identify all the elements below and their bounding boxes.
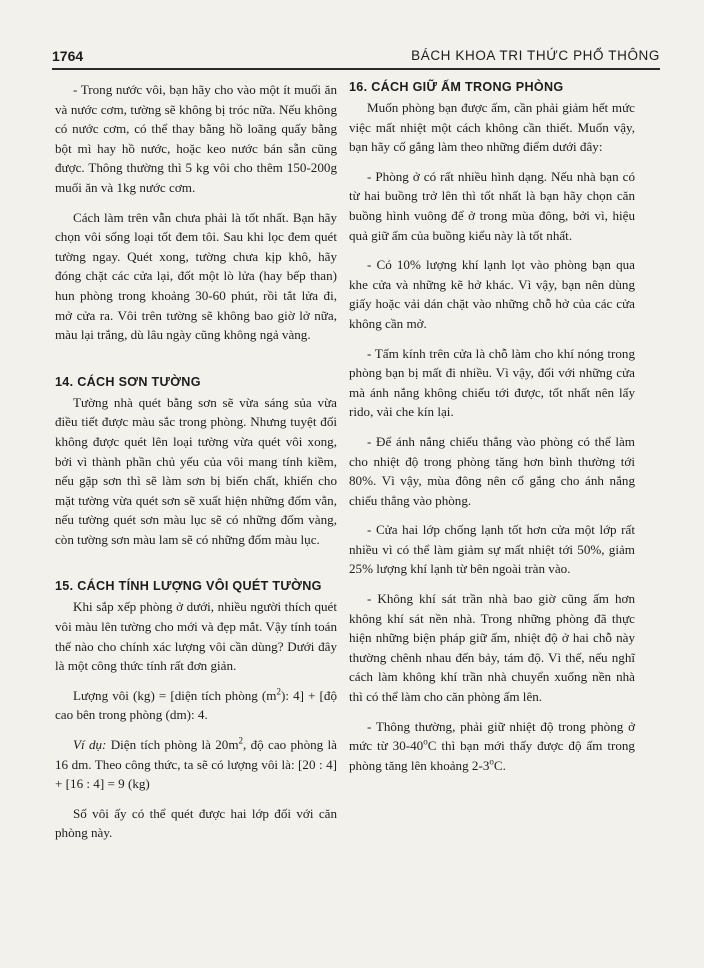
left-column (55, 80, 337, 853)
paragraph: - Thông thường, phải giữ nhiệt độ trong phòng ở mức từ 30-40$^o$C thì bạn mới thấy được độ ấm trong phòng tăng lên khoảng 2-3$^o$C. (349, 718, 635, 773)
paragraph: Tường nhà quét bằng sơn sẽ vừa sáng sủa vừa điều tiết được màu sắc trong phòng. Nhưng tuyệt đối không được quét lên loại tường vừa quét vôi xong, bởi vì thành phần chủ yếu của vôi mang tính kiềm, nếu gặp sơn thì sẽ làm sơn bị biến chất, khiến cho mặt tường vừa quét sơn sẽ xuất hiện những đốm vằn, nếu tường quét sơn màu lục sẽ có những đốm vàng, còn tường sơn màu lam sẽ có những đốm màu lục. (55, 394, 337, 547)
example: Ví dụ: Diện tích phòng là $20m^2$, độ cao phòng là 16 dm. Theo công thức, ta sẽ có lượng vôi là: [20 : 4] + [16 : 4] = 9 (kg) (55, 735, 337, 792)
paragraph: - Để ánh nắng chiếu thẳng vào phòng có thể làm cho nhiệt độ trong phòng tăng hơn bình thường tới 80%. Vì vậy, mùa đông nên cố gắng cho ánh nắng chiếu thẳng vào phòng. (349, 433, 635, 508)
paragraph: - Có 10% lượng khí lạnh lọt vào phòng bạn qua khe cửa và những kẽ hở khác. Vì vậy, bạn nên dùng giấy hoặc vải dán chặt vào những chỗ hở của các cửa không cần mở. (349, 257, 635, 331)
example-label: Ví dụ: (73, 737, 107, 753)
paragraph: - Trong nước vôi, bạn hãy cho vào một ít muối ăn và nước cơm, tường sẽ không bị tróc nữa. Nếu không có nước cơm, có thể thay bằng hồ loãng quấy bằng bột mì hay hồ nước, hoặc keo nước bán sẵn cũng được. Thông thường thì 5 kg vôi cho thêm 150-200g muối ăn và 1kg nước cơm. (55, 82, 337, 195)
paragraph: Số vôi ấy có thể quét được hai lớp đối với căn phòng này. (55, 805, 337, 841)
right-column (349, 80, 635, 785)
page-number: 1764 (52, 48, 84, 64)
section-heading-15: 15. CÁCH TÍNH LƯỢNG VÔI QUÉT TƯỜNG (55, 579, 322, 594)
formula: Lượng vôi (kg) = [diện tích phòng $(m^2)$: 4] + [độ cao bên trong phòng (dm): 4. (55, 686, 337, 723)
paragraph: Cách làm trên vẫn chưa phải là tốt nhất. Bạn hãy chọn vôi sống loại tốt đem tôi. Sau khi lọc đem quét tường ngay. Quét xong, tường chưa kịp khô, hãy đóng chặt các cửa lại, đốt một lò lửa (hay bếp than) hun phòng trong khoảng 30-60 phút, rồi tắt lửa đi, mở cửa ra. Vôi trên tường sẽ không bao giờ lở nữa, màu lại trắng, dù lâu ngày cũng không ngả vàng. (55, 209, 337, 343)
paragraph: - Phòng ở có rất nhiều hình dạng. Nếu nhà bạn có từ hai buồng trở lên thì tốt nhất là bạn hãy chọn căn buồng hình vuông để ở trong mùa đông, bởi vì, hiệu quả giữ ấm của buồng kiểu này là tốt nhất. (349, 168, 635, 243)
paragraph: - Không khí sát trần nhà bao giờ cũng ấm hơn không khí sát nền nhà. Trong những phòng đã thực hiện những biện pháp giữ ấm, nhiệt độ ở hai chỗ này thường chênh nhau đến bảy, tám độ. Vì thế, nếu nghĩ cách làm không khí trần nhà chuyển xuống nền nhà thì có thể làm cho căn phòng ấm lên. (349, 591, 635, 705)
page-header (52, 42, 660, 70)
section-heading-16: 16. CÁCH GIỮ ẤM TRONG PHÒNG (349, 80, 564, 94)
paragraph: - Tấm kính trên cửa là chỗ làm cho khí nóng trong phòng bạn bị mất đi nhiều. Vì vậy, đối với những cửa mà ánh nắng không chiếu tới được, tốt nhất nên lấy rido, vải che kín lại. (349, 345, 635, 420)
paragraph: Muốn phòng bạn được ấm, cần phải giảm hết mức việc mất nhiệt một cách không cần thiết. Muốn vậy, bạn hãy cố gắng làm theo những điểm dưới đây: (349, 100, 635, 155)
section-heading-14: 14. CÁCH SƠN TƯỜNG (55, 374, 201, 389)
running-head: BÁCH KHOA TRI THỨC PHỔ THÔNG (411, 48, 660, 63)
paragraph: Khi sắp xếp phòng ở dưới, nhiều người thích quét vôi màu lên tường cho mới và đẹp mắt. Vậy tính toán thế nào cho chính xác lượng vôi cần dùng? Dưới đây là một công thức tính rất đơn giản. (55, 599, 337, 674)
paragraph: - Cửa hai lớp chống lạnh tốt hơn cửa một lớp rất nhiều vì có thể làm giảm sự mất nhiệt tới 50%, giảm 25% lượng khí lạnh từ bên ngoài tràn vào. (349, 522, 635, 577)
